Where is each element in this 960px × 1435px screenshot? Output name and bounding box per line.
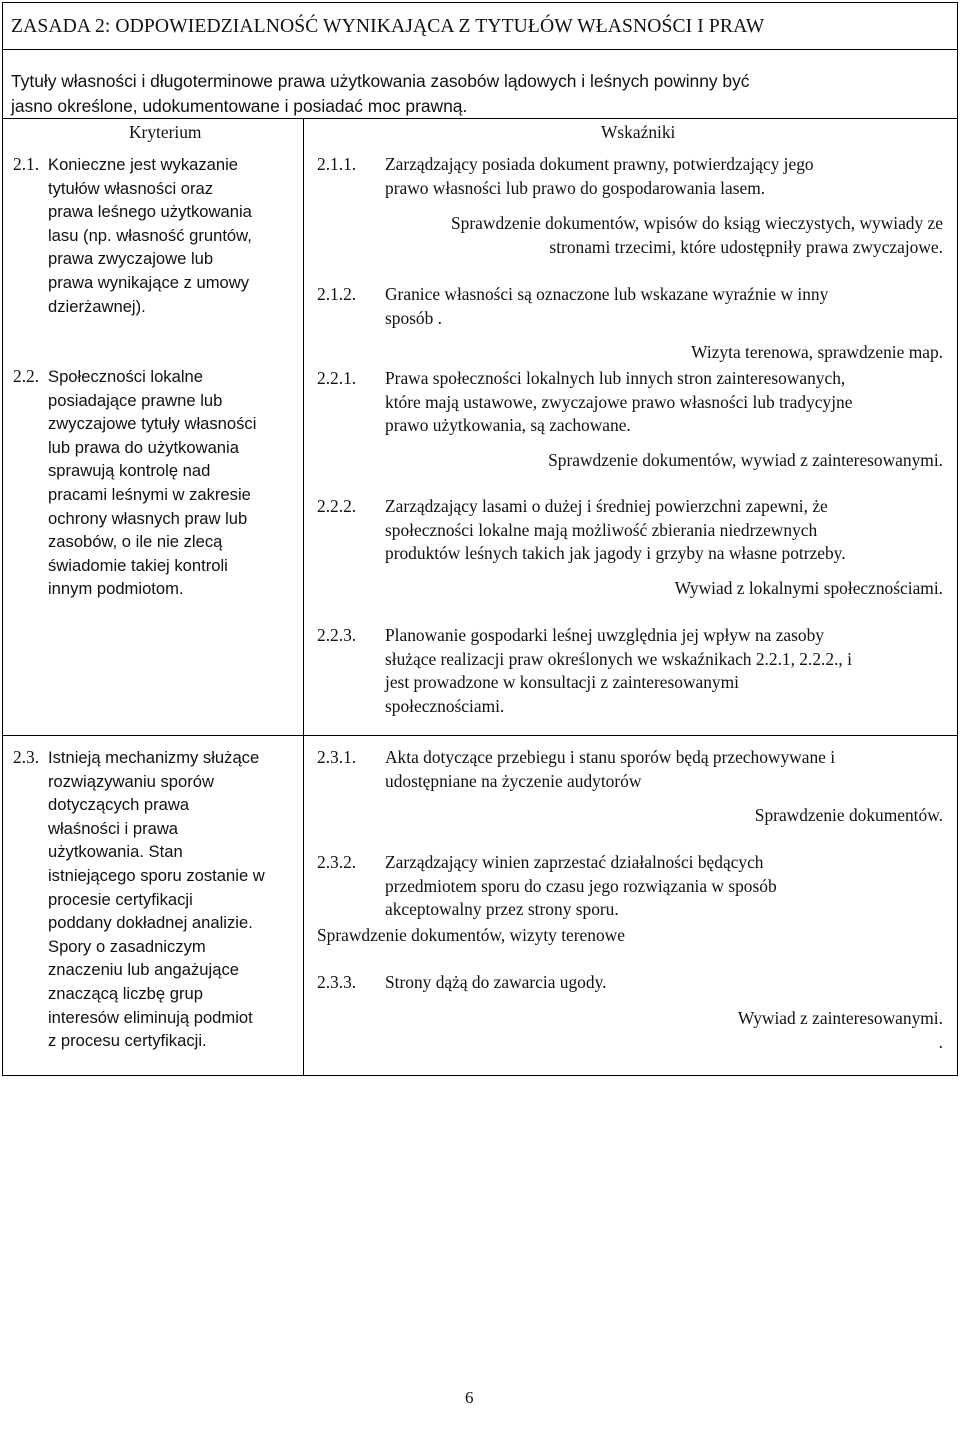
criterion-line: rozwiązywaniu sporów — [48, 771, 215, 791]
criterion-line: świadomie takiej kontroli — [48, 555, 228, 575]
indicator-text — [385, 283, 828, 330]
criterion-line: Konieczne jest wykazanie — [48, 155, 239, 174]
criterion-line: tytułów własności oraz — [48, 178, 214, 198]
indicator-line: Akta dotyczące przebiegu i stanu sporów będą przechowywane i — [385, 747, 836, 767]
verification-2-1-1 — [451, 212, 943, 259]
intro-line: jasno określone, udokumentowane i posiadać moc prawną. — [11, 96, 468, 116]
indicator-text — [385, 367, 852, 438]
indicator-line: społeczności lokalne mają możliwość zbierania niedrzewnych — [385, 519, 818, 540]
indicator-text — [385, 746, 835, 793]
criterion-line: prawa wynikające z umowy — [48, 272, 250, 292]
criterion-line: poddany dokładnej analizie. — [48, 913, 253, 933]
criterion-line: sprawują kontrolę nad — [48, 461, 211, 481]
indicator-line: produktów leśnych takich jak jagody i grzyby na własne potrzeby. — [385, 543, 846, 564]
verification-2-1-2: Wizyta terenowa, sprawdzenie map. — [691, 342, 943, 362]
indicator-number: 2.3.2. — [317, 852, 357, 872]
intro-divider — [3, 118, 957, 119]
indicators-column-header: Wskaźniki — [601, 122, 676, 142]
criterion-line: prawa leśnego użytkowania — [48, 202, 252, 222]
indicator-number: 2.2.3. — [317, 625, 357, 645]
criterion-column-header: Kryterium — [129, 122, 202, 142]
criterion-line: pracami leśnymi w zakresie — [48, 484, 251, 504]
indicator-text — [385, 153, 814, 200]
verification-2-3-1: Sprawdzenie dokumentów. — [754, 805, 943, 825]
title-divider — [3, 49, 957, 50]
indicator-text — [385, 495, 846, 566]
section-divider — [3, 735, 957, 736]
indicator-line: Strony dążą do zawarcia ugody. — [385, 972, 607, 992]
criterion-line: posiadające prawne lub — [48, 390, 223, 410]
indicator-line: Planowanie gospodarki leśnej uwzględnia jej wpływ na zasoby — [385, 625, 825, 645]
criterion-line: innym podmiotom. — [48, 579, 184, 599]
indicator-line: jest prowadzone w konsultacji z zainteresowanymi — [385, 672, 739, 693]
indicator-number: 2.3.3. — [317, 972, 357, 992]
criterion-line: istniejącego sporu zostanie w — [48, 865, 265, 885]
principle-intro — [11, 69, 750, 119]
criterion-line: Istnieją mechanizmy służące — [48, 748, 260, 767]
indicator-line: Granice własności są oznaczone lub wskazane wyraźnie w inny — [385, 284, 829, 304]
verification-2-3-3: Wywiad z zainteresowanymi. — [737, 1008, 943, 1028]
criterion-number: 2.2. — [13, 366, 40, 386]
trailing-period: . — [938, 1032, 943, 1052]
criterion-line: ochrony własnych praw lub — [48, 508, 248, 528]
indicator-text — [385, 624, 852, 718]
indicator-line: służące realizacji praw określonych we wskaźnikach 2.2.1, 2.2.2., i — [385, 648, 852, 669]
criterion-line: zwyczajowe tytuły własności — [48, 414, 257, 434]
indicator-number: 2.3.1. — [317, 747, 357, 767]
indicator-line: prawo użytkowania, są zachowane. — [385, 415, 631, 436]
principle-title: ZASADA 2: ODPOWIEDZIALNOŚĆ WYNIKAJĄCA Z TYTUŁÓW WŁASNOŚCI I PRAW — [11, 16, 765, 37]
indicator-line: Zarządzający posiada dokument prawny, potwierdzający jego — [385, 154, 814, 174]
indicator-line: udostępniane na życzenie audytorów — [385, 770, 642, 791]
criterion-line: użytkowania. Stan — [48, 842, 183, 862]
verification-2-3-2: Sprawdzenie dokumentów, wizyty terenowe — [317, 925, 625, 945]
indicator-number: 2.2.2. — [317, 496, 357, 516]
indicator-number: 2.1.1. — [317, 154, 357, 174]
page-number: 6 — [465, 1388, 474, 1407]
criterion-line: dzierżawnej). — [48, 296, 146, 316]
indicator-line: prawo własności lub prawo do gospodarowania lasem. — [385, 177, 766, 198]
criterion-line: znaczeniu lub angażujące — [48, 960, 239, 980]
criterion-line: zasobów, o ile nie zlecą — [48, 532, 223, 552]
verification-2-2-1: Sprawdzenie dokumentów, wywiad z zainteresowanymi. — [548, 450, 943, 470]
criterion-line: właśności i prawa — [48, 818, 179, 838]
criterion-line: lasu (np. własność gruntów, — [48, 225, 252, 245]
criterion-line: Spory o zasadniczym — [48, 936, 206, 956]
criterion-line: lub prawa do użytkowania — [48, 437, 239, 457]
indicator-text — [385, 851, 777, 922]
indicator-text — [385, 971, 606, 995]
indicator-line: społecznościami. — [385, 695, 505, 716]
indicator-line: akceptowalny przez strony sporu. — [385, 899, 619, 920]
verification-2-2-2: Wywiad z lokalnymi społecznościami. — [674, 578, 943, 598]
verification-line: stronami trzecimi, które udostępniły prawa zwyczajowe. — [549, 236, 943, 257]
principle-table — [2, 2, 958, 1076]
criterion-line: interesów eliminują podmiot — [48, 1007, 253, 1027]
criterion-text — [48, 746, 310, 1053]
verification-line: Sprawdzenie dokumentów, wpisów do ksiąg wieczystych, wywiady ze — [451, 213, 943, 233]
criterion-line: procesie certyfikacji — [48, 889, 193, 909]
indicator-number: 2.2.1. — [317, 368, 357, 388]
indicator-line: Prawa społeczności lokalnych lub innych stron zainteresowanych, — [385, 368, 846, 388]
criterion-text — [48, 365, 310, 601]
criterion-line: Społeczności lokalne — [48, 367, 203, 386]
indicator-line: które mają ustawowe, zwyczajowe prawo własności lub tradycyjne — [385, 391, 853, 412]
indicator-line: Zarządzający lasami o dużej i średniej powierzchni zapewni, że — [385, 496, 828, 516]
intro-line: Tytuły własności i długoterminowe prawa użytkowania zasobów lądowych i leśnych powinny być — [11, 71, 750, 91]
criterion-line: dotyczących prawa — [48, 795, 190, 815]
criterion-line: z procesu certyfikacji. — [48, 1031, 207, 1051]
criterion-text — [48, 153, 310, 318]
criterion-line: prawa zwyczajowe lub — [48, 249, 214, 269]
criterion-line: znaczącą liczbę grup — [48, 983, 203, 1003]
indicator-number: 2.1.2. — [317, 284, 357, 304]
criterion-number: 2.1. — [13, 154, 40, 174]
indicator-line: Zarządzający winien zaprzestać działalności będących — [385, 852, 764, 872]
indicator-line: przedmiotem sporu do czasu jego rozwiązania w sposób — [385, 875, 777, 896]
criterion-number: 2.3. — [13, 747, 40, 767]
indicator-line: sposób . — [385, 307, 443, 328]
